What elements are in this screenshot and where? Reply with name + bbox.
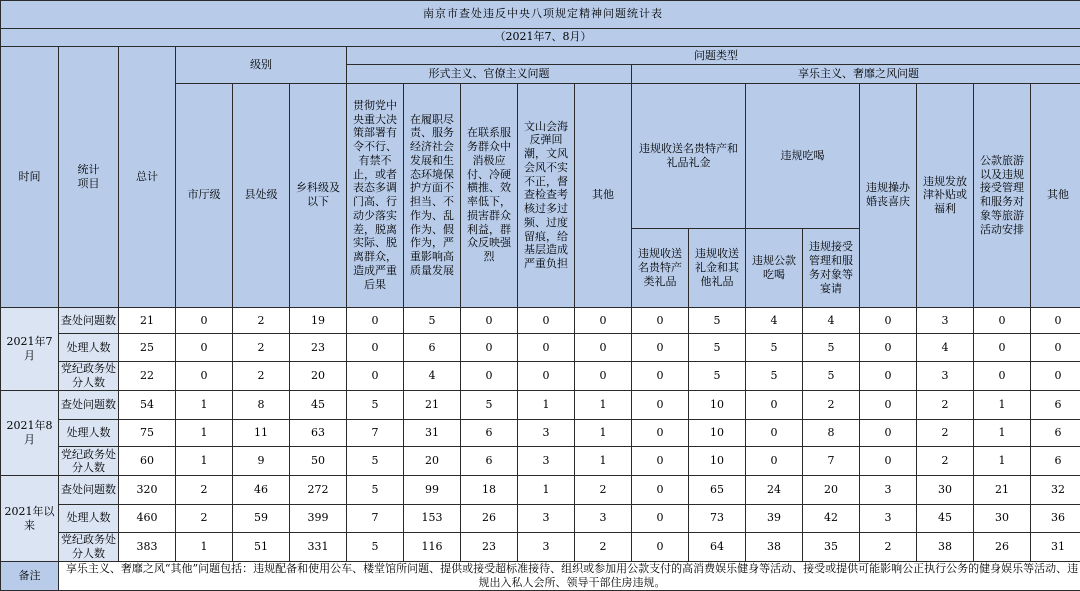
value-cell: 7 <box>347 419 404 447</box>
header-level: 级别 <box>176 46 347 83</box>
value-cell: 0 <box>575 334 632 362</box>
value-cell: 5 <box>347 390 404 419</box>
value-cell: 1 <box>575 447 632 476</box>
value-cell: 3 <box>518 447 575 476</box>
value-cell: 0 <box>860 334 917 362</box>
value-cell: 19 <box>290 307 347 334</box>
value-cell: 320 <box>119 476 176 505</box>
value-cell: 6 <box>461 419 518 447</box>
value-cell: 20 <box>803 476 860 505</box>
value-cell: 5 <box>746 334 803 362</box>
value-cell: 5 <box>689 361 746 390</box>
value-cell: 0 <box>632 419 689 447</box>
value-cell: 59 <box>233 504 290 532</box>
value-cell: 2 <box>233 307 290 334</box>
value-cell: 73 <box>689 504 746 532</box>
value-cell: 0 <box>632 532 689 561</box>
header-gifts-group: 违规收送名贵特产和礼品礼金 <box>632 83 746 228</box>
value-cell: 8 <box>803 419 860 447</box>
header-formalism-other: 其他 <box>575 83 632 307</box>
value-cell: 63 <box>290 419 347 447</box>
value-cell: 26 <box>974 532 1031 561</box>
value-cell: 1 <box>974 419 1031 447</box>
value-cell: 6 <box>404 334 461 362</box>
value-cell: 35 <box>803 532 860 561</box>
value-cell: 50 <box>290 447 347 476</box>
value-cell: 25 <box>119 334 176 362</box>
value-cell: 6 <box>1031 447 1080 476</box>
metric-label: 查处问题数 <box>59 476 119 505</box>
value-cell: 0 <box>632 307 689 334</box>
value-cell: 1 <box>176 532 233 561</box>
table-title: 南京市查处违反中央八项规定精神问题统计表 <box>1 1 1080 29</box>
value-cell: 38 <box>746 532 803 561</box>
value-cell: 0 <box>176 334 233 362</box>
value-cell: 23 <box>290 334 347 362</box>
value-cell: 99 <box>404 476 461 505</box>
header-level-township: 乡科级及以下 <box>290 83 347 307</box>
metric-label: 处理人数 <box>59 334 119 362</box>
value-cell: 5 <box>689 307 746 334</box>
value-cell: 46 <box>233 476 290 505</box>
value-cell: 60 <box>119 447 176 476</box>
value-cell: 39 <box>746 504 803 532</box>
period-cell: 2021年以来 <box>1 476 59 561</box>
value-cell: 64 <box>689 532 746 561</box>
value-cell: 1 <box>518 476 575 505</box>
value-cell: 1 <box>575 419 632 447</box>
value-cell: 54 <box>119 390 176 419</box>
header-subsidies: 违规发放津补贴或福利 <box>917 83 974 307</box>
header-hedonism: 享乐主义、奢靡之风问题 <box>632 65 1080 83</box>
value-cell: 1 <box>176 390 233 419</box>
metric-label: 党纪政务处分人数 <box>59 361 119 390</box>
value-cell: 45 <box>917 504 974 532</box>
value-cell: 0 <box>347 334 404 362</box>
value-cell: 0 <box>632 447 689 476</box>
value-cell: 0 <box>974 334 1031 362</box>
value-cell: 4 <box>746 307 803 334</box>
value-cell: 11 <box>233 419 290 447</box>
header-formalism-1: 贯彻党中央重大决策部署有令不行、有禁不止，或者表态多调门高、行动少落实差，脱离实际、脱离群众，造成严重后果 <box>347 83 404 307</box>
value-cell: 2 <box>176 476 233 505</box>
value-cell: 10 <box>689 447 746 476</box>
value-cell: 0 <box>632 334 689 362</box>
note-label: 备注 <box>1 561 59 590</box>
value-cell: 0 <box>860 361 917 390</box>
value-cell: 0 <box>746 447 803 476</box>
header-total: 总计 <box>119 46 176 307</box>
value-cell: 7 <box>803 447 860 476</box>
value-cell: 2 <box>176 504 233 532</box>
metric-label: 查处问题数 <box>59 390 119 419</box>
value-cell: 331 <box>290 532 347 561</box>
value-cell: 51 <box>233 532 290 561</box>
metric-label: 处理人数 <box>59 504 119 532</box>
value-cell: 0 <box>1031 307 1080 334</box>
value-cell: 0 <box>974 307 1031 334</box>
value-cell: 4 <box>803 307 860 334</box>
value-cell: 0 <box>860 390 917 419</box>
value-cell: 1 <box>176 419 233 447</box>
header-formalism-4: 文山会海反弹回潮，文风会风不实不正，督查检查考核过多过频、过度留痕，给基层造成严重负担 <box>518 83 575 307</box>
value-cell: 31 <box>1031 532 1080 561</box>
header-level-county: 县处级 <box>233 83 290 307</box>
header-gifts-cash: 违规收送礼金和其他礼品 <box>689 228 746 307</box>
value-cell: 399 <box>290 504 347 532</box>
value-cell: 5 <box>803 361 860 390</box>
value-cell: 0 <box>974 361 1031 390</box>
value-cell: 3 <box>860 504 917 532</box>
value-cell: 5 <box>347 447 404 476</box>
value-cell: 2 <box>917 419 974 447</box>
value-cell: 9 <box>233 447 290 476</box>
value-cell: 153 <box>404 504 461 532</box>
header-dining-banquet: 违规接受管理和服务对象等宴请 <box>803 228 860 307</box>
value-cell: 5 <box>461 390 518 419</box>
value-cell: 0 <box>347 307 404 334</box>
value-cell: 5 <box>404 307 461 334</box>
value-cell: 20 <box>290 361 347 390</box>
metric-label: 查处问题数 <box>59 307 119 334</box>
value-cell: 0 <box>518 307 575 334</box>
header-formalism-3: 在联系服务群众中消极应付、冷硬横推、效率低下，损害群众利益，群众反映强烈 <box>461 83 518 307</box>
value-cell: 2 <box>917 390 974 419</box>
value-cell: 0 <box>518 334 575 362</box>
metric-label: 党纪政务处分人数 <box>59 447 119 476</box>
value-cell: 36 <box>1031 504 1080 532</box>
header-formalism-2: 在履职尽责、服务经济社会发展和生态环境保护方面不担当、不作为、乱作为、假作为，严重影响高质量发展 <box>404 83 461 307</box>
value-cell: 75 <box>119 419 176 447</box>
value-cell: 5 <box>347 476 404 505</box>
value-cell: 3 <box>860 476 917 505</box>
value-cell: 4 <box>404 361 461 390</box>
value-cell: 65 <box>689 476 746 505</box>
header-tourism: 公款旅游以及违规接受管理和服务对象等旅游活动安排 <box>974 83 1031 307</box>
header-gifts-specialty: 违规收送名贵特产类礼品 <box>632 228 689 307</box>
value-cell: 5 <box>746 361 803 390</box>
value-cell: 6 <box>1031 390 1080 419</box>
value-cell: 0 <box>176 307 233 334</box>
value-cell: 0 <box>575 307 632 334</box>
value-cell: 7 <box>347 504 404 532</box>
value-cell: 1 <box>518 390 575 419</box>
value-cell: 0 <box>746 419 803 447</box>
value-cell: 2 <box>917 447 974 476</box>
value-cell: 3 <box>917 361 974 390</box>
header-weddings: 违规操办婚丧喜庆 <box>860 83 917 307</box>
value-cell: 0 <box>347 361 404 390</box>
value-cell: 0 <box>746 390 803 419</box>
period-cell: 2021年8月 <box>1 390 59 475</box>
value-cell: 2 <box>233 361 290 390</box>
value-cell: 116 <box>404 532 461 561</box>
value-cell: 8 <box>233 390 290 419</box>
value-cell: 3 <box>518 532 575 561</box>
value-cell: 0 <box>632 390 689 419</box>
header-level-city: 市厅级 <box>176 83 233 307</box>
value-cell: 3 <box>917 307 974 334</box>
value-cell: 383 <box>119 532 176 561</box>
value-cell: 272 <box>290 476 347 505</box>
value-cell: 3 <box>518 419 575 447</box>
value-cell: 3 <box>518 504 575 532</box>
value-cell: 0 <box>461 361 518 390</box>
value-cell: 2 <box>860 532 917 561</box>
value-cell: 2 <box>803 390 860 419</box>
value-cell: 2 <box>575 532 632 561</box>
value-cell: 0 <box>1031 334 1080 362</box>
value-cell: 5 <box>803 334 860 362</box>
metric-label: 党纪政务处分人数 <box>59 532 119 561</box>
value-cell: 20 <box>404 447 461 476</box>
value-cell: 460 <box>119 504 176 532</box>
value-cell: 38 <box>917 532 974 561</box>
value-cell: 0 <box>860 447 917 476</box>
header-item: 统计项目 <box>59 46 119 307</box>
value-cell: 0 <box>461 334 518 362</box>
value-cell: 21 <box>974 476 1031 505</box>
header-time: 时间 <box>1 46 59 307</box>
value-cell: 1 <box>974 390 1031 419</box>
value-cell: 2 <box>233 334 290 362</box>
note-text: 享乐主义、奢靡之风“其他”问题包括：违规配备和使用公车、楼堂馆所问题、提供或接受超标准接待、组织或参加用公款支付的高消费娱乐健身等活动、接受或提供可能影响公正执行公务的健身娱乐等活动、违规出入私人会所、领导干部住房违规。 <box>59 561 1080 590</box>
value-cell: 1 <box>974 447 1031 476</box>
value-cell: 31 <box>404 419 461 447</box>
value-cell: 42 <box>803 504 860 532</box>
value-cell: 4 <box>917 334 974 362</box>
value-cell: 1 <box>575 390 632 419</box>
table-subtitle: （2021年7、8月） <box>1 28 1080 46</box>
value-cell: 5 <box>689 334 746 362</box>
header-hedonism-other: 其他 <box>1031 83 1080 307</box>
value-cell: 0 <box>518 361 575 390</box>
value-cell: 18 <box>461 476 518 505</box>
value-cell: 0 <box>1031 361 1080 390</box>
value-cell: 10 <box>689 419 746 447</box>
value-cell: 32 <box>1031 476 1080 505</box>
metric-label: 处理人数 <box>59 419 119 447</box>
value-cell: 0 <box>632 361 689 390</box>
value-cell: 0 <box>461 307 518 334</box>
value-cell: 6 <box>1031 419 1080 447</box>
header-formalism: 形式主义、官僚主义问题 <box>347 65 632 83</box>
value-cell: 0 <box>860 419 917 447</box>
value-cell: 5 <box>347 532 404 561</box>
period-cell: 2021年7月 <box>1 307 59 390</box>
value-cell: 22 <box>119 361 176 390</box>
value-cell: 2 <box>575 476 632 505</box>
value-cell: 24 <box>746 476 803 505</box>
value-cell: 26 <box>461 504 518 532</box>
header-dining-public: 违规公款吃喝 <box>746 228 803 307</box>
value-cell: 21 <box>404 390 461 419</box>
value-cell: 0 <box>632 504 689 532</box>
value-cell: 45 <box>290 390 347 419</box>
header-problem-type: 问题类型 <box>347 46 1080 64</box>
value-cell: 0 <box>632 476 689 505</box>
value-cell: 23 <box>461 532 518 561</box>
value-cell: 6 <box>461 447 518 476</box>
value-cell: 0 <box>176 361 233 390</box>
value-cell: 1 <box>176 447 233 476</box>
value-cell: 21 <box>119 307 176 334</box>
value-cell: 3 <box>575 504 632 532</box>
value-cell: 10 <box>689 390 746 419</box>
header-dining-group: 违规吃喝 <box>746 83 860 228</box>
value-cell: 30 <box>917 476 974 505</box>
value-cell: 0 <box>860 307 917 334</box>
value-cell: 30 <box>974 504 1031 532</box>
value-cell: 0 <box>575 361 632 390</box>
